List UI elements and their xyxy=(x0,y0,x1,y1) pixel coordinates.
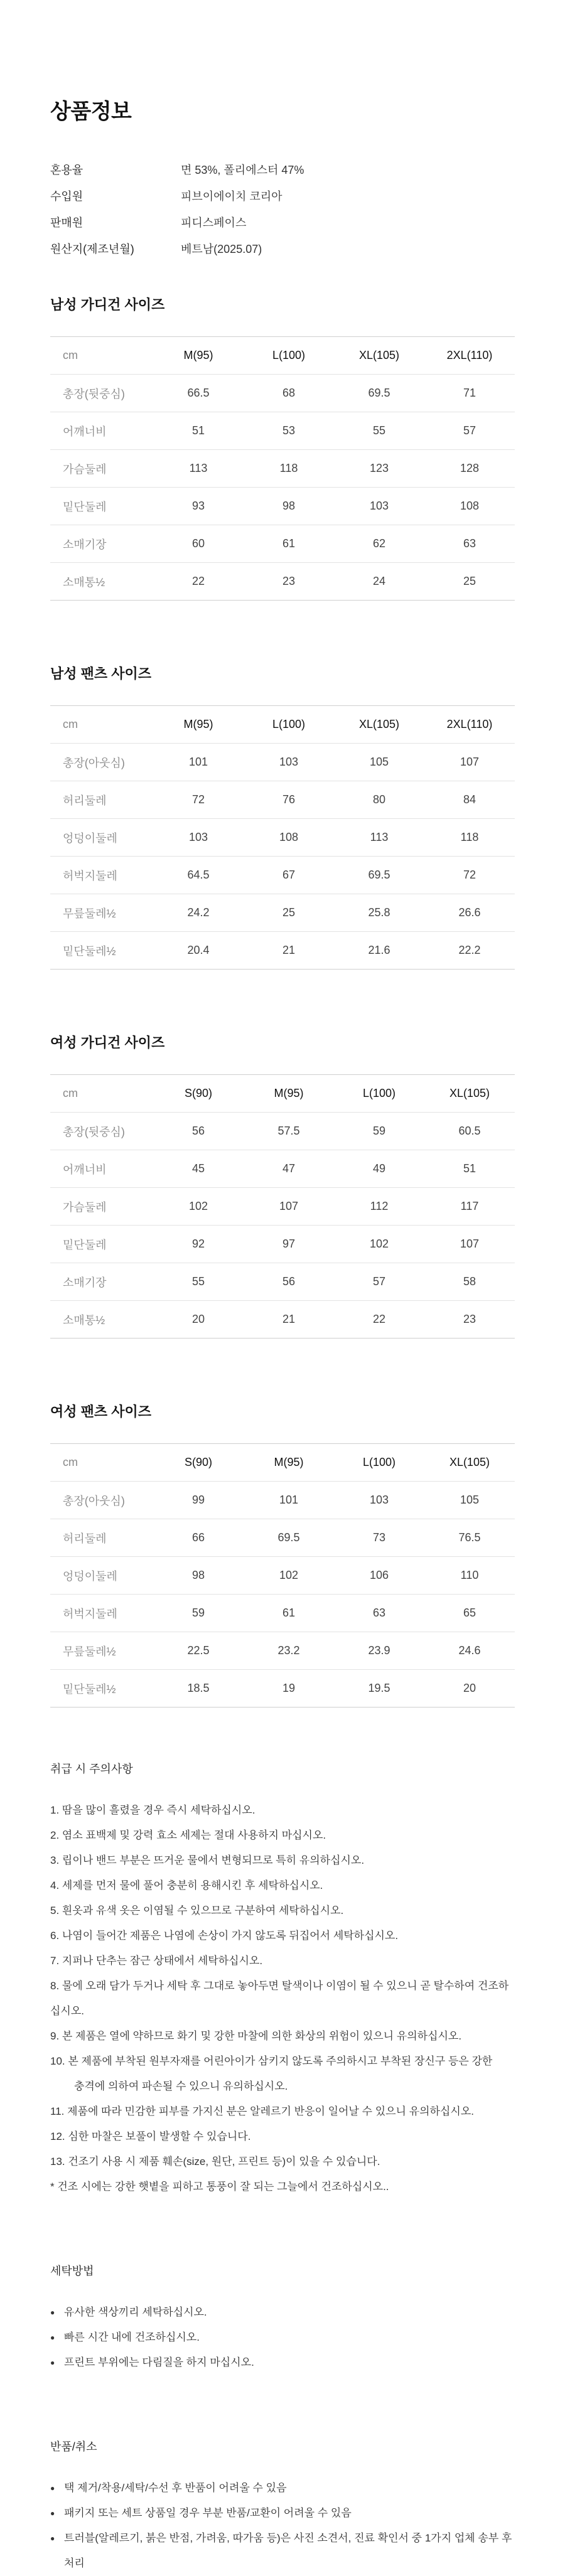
measurement-value: 63 xyxy=(334,1595,424,1632)
measurement-value: 51 xyxy=(424,1150,515,1188)
care-item: 8. 물에 오래 담가 두거나 세탁 후 그대로 놓아두면 탈색이나 이염이 될 수 있으니 곧 탈수하여 건조하십시오. xyxy=(50,1980,509,2017)
measurement-value: 107 xyxy=(424,744,515,781)
measurement-value: 64.5 xyxy=(153,857,244,894)
measurement-value: 61 xyxy=(244,1595,334,1632)
info-row xyxy=(50,235,515,262)
measurement-value: 20 xyxy=(424,1670,515,1708)
table-row xyxy=(50,1188,515,1226)
measurement-value: 19 xyxy=(244,1670,334,1708)
measurement-value: 45 xyxy=(153,1150,244,1188)
measurement-value: 22 xyxy=(334,1301,424,1339)
table-row xyxy=(50,488,515,525)
bullet-item xyxy=(50,2300,515,2325)
measurement-value: 110 xyxy=(424,1557,515,1595)
measurement-value: 105 xyxy=(424,1482,515,1519)
unit-header: cm xyxy=(50,1075,153,1113)
measurement-label: 엉덩이둘레 xyxy=(50,1557,153,1595)
measurement-value: 97 xyxy=(244,1226,334,1263)
size-table-title: 여성 가디건 사이즈 xyxy=(50,1035,165,1050)
info-label: 원산지(제조년월) xyxy=(50,243,134,255)
table-row xyxy=(50,894,515,932)
care-item: 9. 본 제품은 열에 약하므로 화기 및 강한 마찰에 의한 화상의 위험이 있으니 유의하십시오. xyxy=(50,2030,462,2042)
measurement-value: 107 xyxy=(424,1226,515,1263)
info-list xyxy=(50,156,515,262)
measurement-value: 105 xyxy=(334,744,424,781)
table-row xyxy=(50,1263,515,1301)
care-item: 2. 염소 표백제 및 강력 효소 세제는 절대 사용하지 마십시오. xyxy=(50,1829,326,1841)
measurement-value: 61 xyxy=(244,525,334,563)
table-header-row xyxy=(50,337,515,375)
size-table xyxy=(50,336,515,601)
measurement-label: 총장(뒷중심) xyxy=(50,375,153,412)
care-section xyxy=(50,1760,515,2199)
measurement-value: 65 xyxy=(424,1595,515,1632)
bullet-dot: ● xyxy=(50,2534,55,2543)
measurement-value: 108 xyxy=(244,819,334,857)
measurement-value: 103 xyxy=(244,744,334,781)
table-row xyxy=(50,1595,515,1632)
measurement-value: 76.5 xyxy=(424,1519,515,1557)
returns-section xyxy=(50,2438,515,2576)
table-row xyxy=(50,450,515,488)
washing-section xyxy=(50,2262,515,2375)
measurement-value: 92 xyxy=(153,1226,244,1263)
measurement-value: 59 xyxy=(334,1113,424,1150)
measurement-value: 101 xyxy=(153,744,244,781)
bullet-item xyxy=(50,2476,515,2501)
table-row xyxy=(50,1482,515,1519)
table-row xyxy=(50,1632,515,1670)
info-label: 혼용율 xyxy=(50,164,83,176)
care-item: 6. 나염이 들어간 제품은 나염에 손상이 가지 않도록 뒤집어서 세탁하십시오. xyxy=(50,1930,399,1942)
measurement-value: 22.2 xyxy=(424,932,515,970)
measurement-value: 60 xyxy=(153,525,244,563)
measurement-label: 소매통½ xyxy=(50,1301,153,1339)
unit-header: cm xyxy=(50,337,153,375)
measurement-value: 93 xyxy=(153,488,244,525)
table-row xyxy=(50,932,515,970)
measurement-value: 69.5 xyxy=(334,857,424,894)
care-item: 3. 립이나 밴드 부분은 뜨거운 물에서 변형되므로 특히 유의하십시오. xyxy=(50,1854,365,1866)
table-row xyxy=(50,1670,515,1708)
care-title: 취급 시 주의사항 xyxy=(50,1763,133,1775)
size-table-section xyxy=(50,1032,515,1339)
measurement-value: 21.6 xyxy=(334,932,424,970)
info-label: 판매원 xyxy=(50,216,83,229)
care-list xyxy=(50,1798,515,2174)
measurement-value: 69.5 xyxy=(244,1519,334,1557)
bullet-dot: ● xyxy=(50,2308,55,2317)
bullet-dot: ● xyxy=(50,2509,55,2518)
measurement-value: 53 xyxy=(244,412,334,450)
measurement-value: 57.5 xyxy=(244,1113,334,1150)
bullet-text: 택 제거/착용/세탁/수선 후 반품이 어려울 수 있음 xyxy=(64,2482,287,2494)
size-header: M(95) xyxy=(244,1075,334,1113)
page-title: 상품정보 xyxy=(50,100,132,124)
table-row xyxy=(50,563,515,601)
bullet-item xyxy=(50,2501,515,2526)
measurement-value: 128 xyxy=(424,450,515,488)
bullet-dot: ● xyxy=(50,2358,55,2367)
measurement-value: 49 xyxy=(334,1150,424,1188)
bullet-text: 트러블(알레르기, 붉은 반점, 가려움, 따가움 등)은 사진 소견서, 진료 확인서 중 1가지 업체 송부 후 처리 xyxy=(64,2532,512,2569)
table-header-row xyxy=(50,1444,515,1482)
measurement-value: 59 xyxy=(153,1595,244,1632)
size-table xyxy=(50,705,515,970)
measurement-value: 76 xyxy=(244,781,334,819)
table-row xyxy=(50,857,515,894)
table-row xyxy=(50,1557,515,1595)
measurement-value: 102 xyxy=(334,1226,424,1263)
size-header: XL(105) xyxy=(424,1075,515,1113)
bullet-item xyxy=(50,2350,515,2375)
measurement-value: 72 xyxy=(153,781,244,819)
measurement-label: 밑단둘레½ xyxy=(50,1670,153,1708)
care-item: 11. 제품에 따라 민감한 피부를 가지신 분은 알레르기 반응이 일어날 수 있으니 유의하십시오. xyxy=(50,2105,474,2117)
measurement-value: 24.2 xyxy=(153,894,244,932)
measurement-value: 24 xyxy=(334,563,424,601)
care-note: * 건조 시에는 강한 햇볕을 피하고 통풍이 잘 되는 그늘에서 건조하십시오.. xyxy=(50,2181,389,2193)
table-row xyxy=(50,412,515,450)
measurement-label: 소매통½ xyxy=(50,563,153,601)
info-value: 피브이에이치 코리아 xyxy=(181,190,282,203)
measurement-value: 101 xyxy=(244,1482,334,1519)
measurement-label: 밑단둘레 xyxy=(50,1226,153,1263)
measurement-value: 66 xyxy=(153,1519,244,1557)
measurement-label: 가슴둘레 xyxy=(50,450,153,488)
table-row xyxy=(50,744,515,781)
measurement-label: 소매기장 xyxy=(50,1263,153,1301)
measurement-label: 가슴둘레 xyxy=(50,1188,153,1226)
size-table-title: 여성 팬츠 사이즈 xyxy=(50,1404,151,1419)
measurement-value: 20 xyxy=(153,1301,244,1339)
measurement-value: 107 xyxy=(244,1188,334,1226)
info-row xyxy=(50,156,515,183)
measurement-value: 99 xyxy=(153,1482,244,1519)
table-header-row xyxy=(50,1075,515,1113)
measurement-value: 18.5 xyxy=(153,1670,244,1708)
bullet-text: 빠른 시간 내에 건조하십시오. xyxy=(64,2331,200,2343)
size-table-section xyxy=(50,663,515,970)
size-header: L(100) xyxy=(334,1444,424,1482)
measurement-value: 21 xyxy=(244,1301,334,1339)
size-header: 2XL(110) xyxy=(424,706,515,744)
size-header: XL(105) xyxy=(334,337,424,375)
table-row xyxy=(50,1226,515,1263)
info-row xyxy=(50,183,515,209)
measurement-value: 24.6 xyxy=(424,1632,515,1670)
measurement-value: 84 xyxy=(424,781,515,819)
size-header: M(95) xyxy=(244,1444,334,1482)
measurement-value: 62 xyxy=(334,525,424,563)
measurement-value: 102 xyxy=(153,1188,244,1226)
washing-list xyxy=(50,2300,515,2375)
measurement-value: 25.8 xyxy=(334,894,424,932)
size-table xyxy=(50,1074,515,1339)
size-table-title: 남성 팬츠 사이즈 xyxy=(50,666,151,681)
table-header-row xyxy=(50,706,515,744)
measurement-value: 25 xyxy=(424,563,515,601)
table-row xyxy=(50,819,515,857)
bullet-text: 프린트 부위에는 다림질을 하지 마십시오. xyxy=(64,2356,254,2368)
measurement-value: 22.5 xyxy=(153,1632,244,1670)
measurement-value: 26.6 xyxy=(424,894,515,932)
measurement-value: 66.5 xyxy=(153,375,244,412)
table-row xyxy=(50,525,515,563)
measurement-value: 51 xyxy=(153,412,244,450)
measurement-value: 25 xyxy=(244,894,334,932)
care-item: 4. 세제를 먼저 물에 풀어 충분히 용해시킨 후 세탁하십시오. xyxy=(50,1879,323,1891)
measurement-label: 소매기장 xyxy=(50,525,153,563)
table-row xyxy=(50,375,515,412)
measurement-value: 23 xyxy=(244,563,334,601)
measurement-value: 80 xyxy=(334,781,424,819)
measurement-value: 47 xyxy=(244,1150,334,1188)
size-header: S(90) xyxy=(153,1075,244,1113)
unit-header: cm xyxy=(50,706,153,744)
info-label: 수입원 xyxy=(50,190,83,203)
care-item: 5. 흰옷과 유색 옷은 이염될 수 있으므로 구분하여 세탁하십시오. xyxy=(50,1905,344,1916)
measurement-value: 67 xyxy=(244,857,334,894)
size-header: S(90) xyxy=(153,1444,244,1482)
table-row xyxy=(50,1150,515,1188)
measurement-value: 58 xyxy=(424,1263,515,1301)
measurement-value: 22 xyxy=(153,563,244,601)
measurement-value: 108 xyxy=(424,488,515,525)
measurement-value: 57 xyxy=(334,1263,424,1301)
table-row xyxy=(50,1113,515,1150)
measurement-value: 60.5 xyxy=(424,1113,515,1150)
info-row xyxy=(50,209,515,235)
measurement-value: 23.2 xyxy=(244,1632,334,1670)
measurement-value: 103 xyxy=(334,488,424,525)
bullet-dot: ● xyxy=(50,2484,55,2493)
size-header: XL(105) xyxy=(334,706,424,744)
measurement-label: 밑단둘레 xyxy=(50,488,153,525)
measurement-value: 63 xyxy=(424,525,515,563)
info-value: 면 53%, 폴리에스터 47% xyxy=(181,164,304,176)
measurement-value: 57 xyxy=(424,412,515,450)
size-table xyxy=(50,1443,515,1708)
measurement-label: 허벅지둘레 xyxy=(50,857,153,894)
measurement-value: 103 xyxy=(334,1482,424,1519)
measurement-label: 무릎둘레½ xyxy=(50,894,153,932)
care-item: 충격에 의하여 파손될 수 있으니 유의하십시오. xyxy=(74,2080,288,2092)
size-header: L(100) xyxy=(244,337,334,375)
measurement-value: 113 xyxy=(334,819,424,857)
table-row xyxy=(50,1519,515,1557)
returns-title: 반품/취소 xyxy=(50,2440,97,2453)
size-header: XL(105) xyxy=(424,1444,515,1482)
size-header: M(95) xyxy=(153,337,244,375)
measurement-value: 102 xyxy=(244,1557,334,1595)
size-tables xyxy=(50,294,515,1708)
measurement-value: 23.9 xyxy=(334,1632,424,1670)
measurement-value: 118 xyxy=(244,450,334,488)
measurement-label: 어깨너비 xyxy=(50,412,153,450)
measurement-label: 총장(뒷중심) xyxy=(50,1113,153,1150)
measurement-value: 56 xyxy=(244,1263,334,1301)
bullet-text: 패키지 또는 세트 상품일 경우 부분 반품/교환이 어려울 수 있음 xyxy=(64,2507,352,2519)
returns-list xyxy=(50,2476,515,2576)
size-header: L(100) xyxy=(244,706,334,744)
size-header: 2XL(110) xyxy=(424,337,515,375)
info-value: 베트남(2025.07) xyxy=(181,243,262,255)
measurement-value: 123 xyxy=(334,450,424,488)
measurement-label: 어깨너비 xyxy=(50,1150,153,1188)
measurement-value: 55 xyxy=(334,412,424,450)
size-table-title: 남성 가디건 사이즈 xyxy=(50,297,165,313)
measurement-value: 103 xyxy=(153,819,244,857)
care-item: 7. 지퍼나 단추는 잠근 상태에서 세탁하십시오. xyxy=(50,1955,263,1967)
care-item: 10. 본 제품에 부착된 원부자재를 어린아이가 삼키지 않도록 주의하시고 부착된 장신구 등은 강한 xyxy=(50,2055,493,2067)
measurement-value: 69.5 xyxy=(334,375,424,412)
measurement-label: 무릎둘레½ xyxy=(50,1632,153,1670)
measurement-value: 106 xyxy=(334,1557,424,1595)
bullet-item xyxy=(50,2526,515,2576)
table-row xyxy=(50,1301,515,1339)
measurement-value: 98 xyxy=(153,1557,244,1595)
measurement-value: 68 xyxy=(244,375,334,412)
size-table-section xyxy=(50,294,515,601)
measurement-value: 19.5 xyxy=(334,1670,424,1708)
measurement-value: 72 xyxy=(424,857,515,894)
measurement-value: 117 xyxy=(424,1188,515,1226)
info-value: 피디스페이스 xyxy=(181,216,247,229)
measurement-value: 71 xyxy=(424,375,515,412)
unit-header: cm xyxy=(50,1444,153,1482)
care-item: 13. 건조기 사용 시 제품 훼손(size, 원단, 프린트 등)이 있을 수 있습니다. xyxy=(50,2156,380,2167)
measurement-label: 허리둘레 xyxy=(50,781,153,819)
measurement-value: 113 xyxy=(153,450,244,488)
bullet-text: 유사한 색상끼리 세탁하십시오. xyxy=(64,2306,207,2318)
bullet-item xyxy=(50,2325,515,2350)
measurement-label: 총장(아웃심) xyxy=(50,744,153,781)
measurement-value: 21 xyxy=(244,932,334,970)
measurement-value: 56 xyxy=(153,1113,244,1150)
measurement-label: 총장(아웃심) xyxy=(50,1482,153,1519)
measurement-value: 112 xyxy=(334,1188,424,1226)
measurement-label: 엉덩이둘레 xyxy=(50,819,153,857)
measurement-label: 밑단둘레½ xyxy=(50,932,153,970)
bullet-dot: ● xyxy=(50,2333,55,2342)
size-table-section xyxy=(50,1401,515,1708)
measurement-label: 허벅지둘레 xyxy=(50,1595,153,1632)
measurement-value: 23 xyxy=(424,1301,515,1339)
table-row xyxy=(50,781,515,819)
washing-title: 세탁방법 xyxy=(50,2265,94,2277)
measurement-value: 118 xyxy=(424,819,515,857)
measurement-value: 73 xyxy=(334,1519,424,1557)
size-header: L(100) xyxy=(334,1075,424,1113)
measurement-value: 98 xyxy=(244,488,334,525)
measurement-value: 55 xyxy=(153,1263,244,1301)
measurement-label: 허리둘레 xyxy=(50,1519,153,1557)
care-item: 1. 땀을 많이 흘렸을 경우 즉시 세탁하십시오. xyxy=(50,1804,256,1816)
care-item: 12. 심한 마찰은 보풀이 발생할 수 있습니다. xyxy=(50,2130,251,2142)
measurement-value: 20.4 xyxy=(153,932,244,970)
size-header: M(95) xyxy=(153,706,244,744)
